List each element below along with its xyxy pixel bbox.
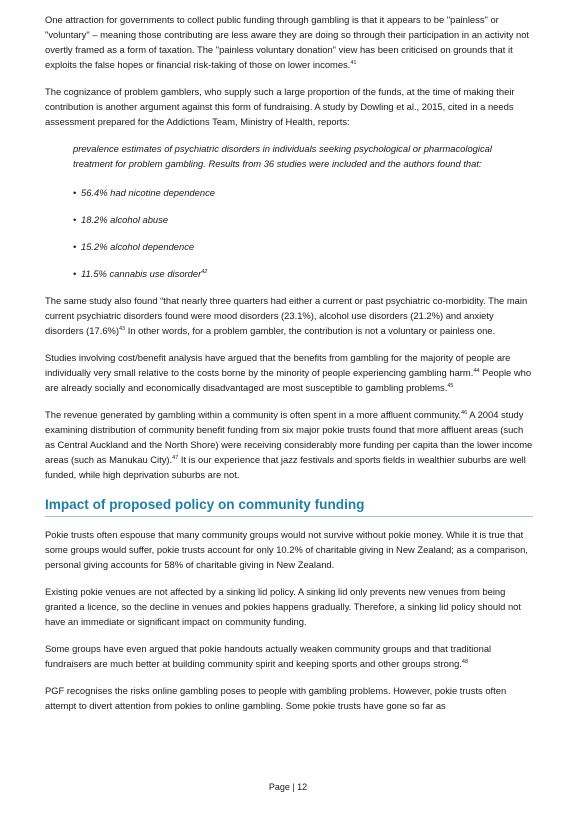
paragraph-text: It is our experience that jazz festivals and sports fields in wealthier suburbs are well funded, while high deprivation suburbs are not. <box>45 454 526 480</box>
paragraph-text: Existing pokie venues are not affected by a sinking lid policy. A sinking lid only prevents new venues from being granted a licence, so the decline in venues and pokies happens gradually. Therefore, a sinking lid policy should not have an immediate or significant impact on community funding. <box>45 586 521 627</box>
quote-bullet-list <box>73 185 533 281</box>
section-heading: Impact of proposed policy on community funding <box>45 496 533 517</box>
bullet-icon: • <box>73 187 77 198</box>
paragraph-text: The cognizance of problem gamblers, who supply such a large proportion of the funds, at the time of making their contribution is another argument against this form of fundraising. A study by Dowling et al., 2015, cited in a needs assessment prepared for the Addictions Team, Ministry of Health, reports: <box>45 86 515 127</box>
page-footer <box>0 782 576 792</box>
paragraph-painless-funding <box>45 12 533 72</box>
block-quote <box>73 141 533 281</box>
paragraph-text: A 2004 study examining distribution of community benefit funding from six major pokie trusts found that more affluent areas (such as Central Auckland and the North Shore) were receiving considerably more funding per capita than the lower income areas (such as Manukau City). <box>45 409 533 465</box>
bullet-icon: • <box>73 268 77 279</box>
paragraph-cost-benefit <box>45 350 533 395</box>
bullet-icon: • <box>73 241 77 252</box>
footnote-ref[interactable]: 41 <box>350 59 357 66</box>
list-item-text: 15.2% alcohol dependence <box>81 241 195 252</box>
list-item <box>73 266 533 281</box>
paragraph-handouts <box>45 641 533 671</box>
list-item <box>73 212 533 227</box>
paragraph-problem-gamblers <box>45 84 533 129</box>
list-item <box>73 185 533 200</box>
paragraph-text: In other words, for a problem gambler, the contribution is not a voluntary or painless one. <box>125 325 496 336</box>
footnote-ref[interactable]: 45 <box>447 382 454 389</box>
list-item-text: 56.4% had nicotine dependence <box>81 187 215 198</box>
list-item <box>73 239 533 254</box>
bullet-icon: • <box>73 214 77 225</box>
page-number: Page | 12 <box>268 782 308 792</box>
paragraph-text: The revenue generated by gambling within a community is often spent in a more affluent community. <box>45 409 462 420</box>
paragraph-text: Some groups have even argued that pokie handouts actually weaken community groups and that traditional fundraisers are much better at building community spirit and keeping sports and other groups strong. <box>45 643 492 669</box>
paragraph-online-gambling <box>45 683 533 713</box>
paragraph-comorbidity <box>45 293 533 338</box>
paragraph-community-groups <box>45 527 533 572</box>
list-item-text: 11.5% cannabis use disorder <box>81 268 202 279</box>
paragraph-sinking-lid <box>45 584 533 629</box>
footnote-ref[interactable]: 44 <box>473 367 480 374</box>
quote-intro: prevalence estimates of psychiatric disorders in individuals seeking psychological or pharmacological treatment for problem gambling. Results from 36 studies were included and the authors found that: <box>73 143 492 169</box>
footnote-ref[interactable]: 43 <box>119 325 126 332</box>
footnote-ref[interactable]: 48 <box>461 658 469 665</box>
paragraph-text: People who are already socially and economically disadvantaged are most susceptible to gambling problems. <box>45 367 532 393</box>
paragraph-text: One attraction for governments to collect public funding through gambling is that it appears to be "painless" or "voluntary" – meaning those contributing are less aware they are doing so through their participation in an activity not overtly framed as a form of taxation. The "painless voluntary donation" view has been criticised on grounds that it exploits the false hopes or financial risk-taking of those on lower incomes. <box>45 14 530 70</box>
list-item-text: 18.2% alcohol abuse <box>81 214 169 225</box>
footnote-ref[interactable]: 46 <box>461 409 468 416</box>
paragraph-text: Pokie trusts often espouse that many community groups would not survive without pokie money. While it is true that some groups would suffer, pokie trusts account for only 10.2% of charitable giving in New Zealand; as a comparison, personal giving accounts for 58% of charitable giving in New Zealand. <box>45 529 528 570</box>
paragraph-text: PGF recognises the risks online gambling poses to people with gambling problems. However, pokie trusts often attempt to divert attention from pokies to online gambling. Some pokie trusts have gone so far as <box>45 685 507 711</box>
paragraph-text: Studies involving cost/benefit analysis have argued that the benefits from gambling for the majority of people are individually very small relative to the costs borne by the minority of people experiencing gambling harm. <box>45 352 511 378</box>
footnote-ref[interactable]: 47 <box>172 454 179 461</box>
footnote-ref[interactable]: 42 <box>201 268 208 275</box>
document-page <box>45 12 533 725</box>
paragraph-text: The same study also found “that nearly three quarters had either a current or past psychiatric co-morbidity. The main current psychiatric disorders found were mood disorders (23.1%), alcohol use disorders (21.2%) and anxiety disorders (17.6%) <box>45 295 528 336</box>
paragraph-revenue-distribution <box>45 407 533 482</box>
